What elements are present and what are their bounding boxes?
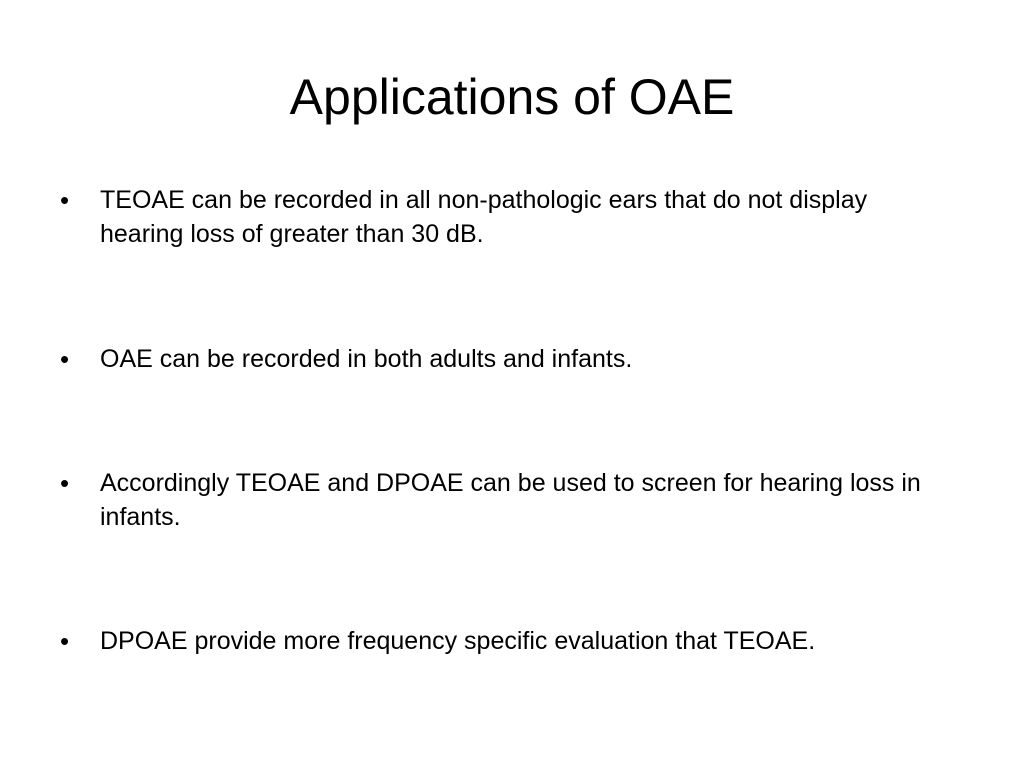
bullet-text: TEOAE can be recorded in all non-pathologic ears that do not display hearing loss of greater than 30 dB. bbox=[100, 186, 868, 248]
bullet-item bbox=[60, 624, 940, 658]
slide-title: Applications of OAE bbox=[289, 69, 735, 125]
bullet-item bbox=[60, 183, 940, 251]
bullet-marker: • bbox=[60, 626, 70, 656]
bullet-item bbox=[60, 342, 940, 376]
bullet-marker: • bbox=[60, 344, 70, 374]
bullet-text: Accordingly TEOAE and DPOAE can be used to screen for hearing loss in infants. bbox=[100, 469, 921, 531]
bullet-marker: • bbox=[60, 185, 70, 215]
bullet-text: DPOAE provide more frequency specific evaluation that TEOAE. bbox=[100, 627, 816, 655]
bullet-item bbox=[60, 466, 940, 534]
bullet-text: OAE can be recorded in both adults and infants. bbox=[100, 345, 633, 373]
bullet-marker: • bbox=[60, 468, 70, 498]
